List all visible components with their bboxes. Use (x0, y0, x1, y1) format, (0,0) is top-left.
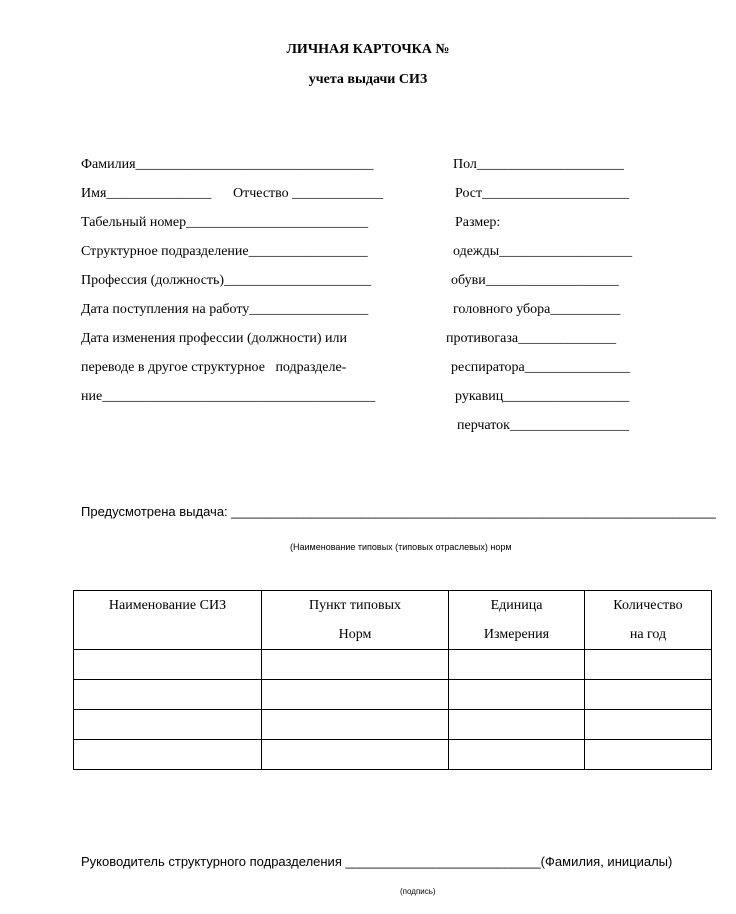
table-cell[interactable] (585, 740, 712, 770)
card-title: ЛИЧНАЯ КАРТОЧКА № (286, 42, 450, 57)
table-cell[interactable] (262, 740, 449, 770)
supervisor-signature-field[interactable]: Руководитель структурного подразделения ___________________________(Фамилия, инициалы) (81, 854, 673, 869)
patronymic-field[interactable]: Отчество _____________ (233, 186, 384, 201)
table-cell[interactable] (262, 650, 449, 680)
table-row (74, 650, 712, 680)
height-field[interactable]: Рост_____________________ (455, 186, 630, 201)
table-cell[interactable] (585, 650, 712, 680)
table-cell[interactable] (449, 710, 585, 740)
table-cell[interactable] (585, 680, 712, 710)
header-siz-name: Наименование СИЗ (74, 591, 262, 650)
table-cell[interactable] (449, 740, 585, 770)
profession-field[interactable]: Профессия (должность)_____________________ (81, 273, 372, 288)
change-label-line2: переводе в другое структурное подразделе- (81, 360, 347, 375)
header-unit: Единица Измерения (449, 591, 585, 650)
header-quantity: Количество на год (585, 591, 712, 650)
headwear-size-field[interactable]: головного убора__________ (453, 302, 621, 317)
table-cell[interactable] (449, 680, 585, 710)
table-cell[interactable] (585, 710, 712, 740)
gas-mask-size-field[interactable]: противогаза______________ (446, 331, 617, 346)
hire-date-field[interactable]: Дата поступления на работу_________________ (81, 302, 369, 317)
personnel-number-field[interactable]: Табельный номер__________________________ (81, 215, 369, 230)
issue-note: (Наименование типовых (типовых отраслевых) норм (290, 542, 512, 552)
gloves-size-field[interactable]: перчаток_________________ (457, 418, 629, 433)
card-subtitle: учета выдачи СИЗ (308, 72, 428, 87)
table-cell[interactable] (74, 650, 262, 680)
surname-field[interactable]: Фамилия__________________________________ (81, 157, 374, 172)
name-field[interactable]: Имя_______________ (81, 186, 212, 201)
clothes-size-field[interactable]: одежды___________________ (453, 244, 633, 259)
table-cell[interactable] (262, 680, 449, 710)
table-cell[interactable] (262, 710, 449, 740)
siz-table (73, 590, 712, 770)
table-cell[interactable] (74, 680, 262, 710)
change-field[interactable]: ние_______________________________________ (81, 389, 376, 404)
table-header-row (74, 591, 712, 650)
issue-field[interactable]: Предусмотрена выдача: ___________________________________________________________________ (81, 504, 716, 519)
change-label-line1: Дата изменения профессии (должности) или (81, 331, 348, 346)
department-field[interactable]: Структурное подразделение_________________ (81, 244, 368, 259)
table-cell[interactable] (74, 710, 262, 740)
table-row (74, 740, 712, 770)
table-cell[interactable] (74, 740, 262, 770)
respirator-size-field[interactable]: респиратора_______________ (451, 360, 630, 375)
mittens-size-field[interactable]: рукавиц__________________ (455, 389, 630, 404)
header-norm-item: Пункт типовых Норм (262, 591, 449, 650)
signature-note: (подпись) (400, 887, 436, 896)
size-label: Размер: (455, 215, 501, 230)
sex-field[interactable]: Пол_____________________ (453, 157, 624, 172)
table-cell[interactable] (449, 650, 585, 680)
table-row (74, 710, 712, 740)
shoes-size-field[interactable]: обуви___________________ (451, 273, 619, 288)
table-row (74, 680, 712, 710)
